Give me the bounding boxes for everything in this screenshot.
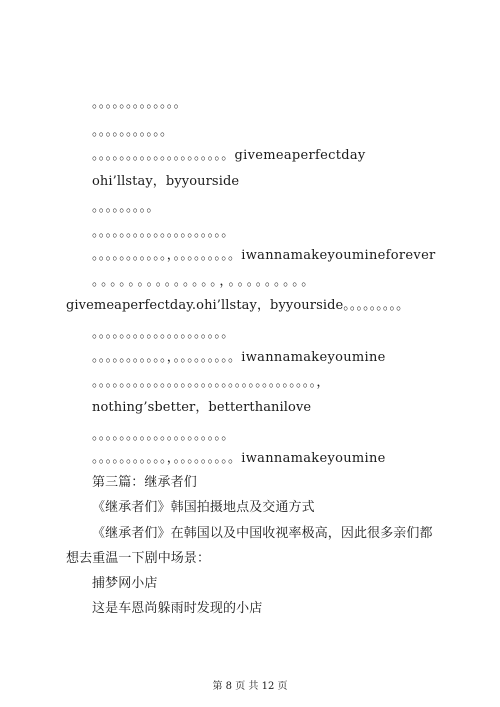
text-line-11: 。。。。。。。。。。。，。。。。。。。。。iwannamakeyoumine (92, 350, 386, 365)
text-line-7: 。。。。。。。。。。。，。。。。。。。。。iwannamakeyoumineforever (92, 248, 436, 263)
text-line-8: 。。。。。。。。。。。。。。，。。。。。。。。。 (92, 274, 317, 289)
location-description: 这是车恩尚躲雨时发现的小店 (92, 601, 263, 616)
text-line-10: 。。。。。。。。。。。。。。。。。。。。 (92, 326, 235, 341)
text-line-5: 。。。。。。。。。 (92, 200, 160, 215)
text-line-4: ohi’llstay，byyourside (92, 174, 240, 189)
text-line-6: 。。。。。。。。。。。。。。。。。。。。 (92, 225, 235, 240)
text-line-3: 。。。。。。。。。。。。。。。。。。。。givemeaperfectday (92, 148, 366, 163)
text-line-9: givemeaperfectday.ohi’llstay，byyourside。。。。。。。。。 (66, 298, 410, 313)
text-line-15: 。。。。。。。。。。。，。。。。。。。。。iwannamakeyoumine (92, 451, 386, 466)
page-footer: 第 8 页 共 12 页 (212, 681, 288, 692)
subsection-title: 《继承者们》韩国拍摄地点及交通方式 (92, 500, 315, 515)
location-name: 捕梦网小店 (92, 576, 158, 591)
section-heading: 第三篇：继承者们 (92, 475, 197, 490)
text-line-13: nothing’sbetter，betterthanilove (92, 400, 312, 415)
text-line-14: 。。。。。。。。。。。。。。。。。。。。 (92, 428, 235, 443)
paragraph-line-2: 想去重温一下剧中场景： (66, 551, 211, 566)
text-line-1: 。。。。。。。。。。。。。 (92, 96, 187, 111)
text-line-12: 。。。。。。。。。。。。。。。。。。。。。。。。。。。。。。。。。， (92, 375, 330, 390)
paragraph-line-1: 《继承者们》在韩国以及中国收视率极高，因此很多亲们都 (92, 526, 433, 541)
text-line-2: 。。。。。。。。。。。 (92, 124, 174, 139)
